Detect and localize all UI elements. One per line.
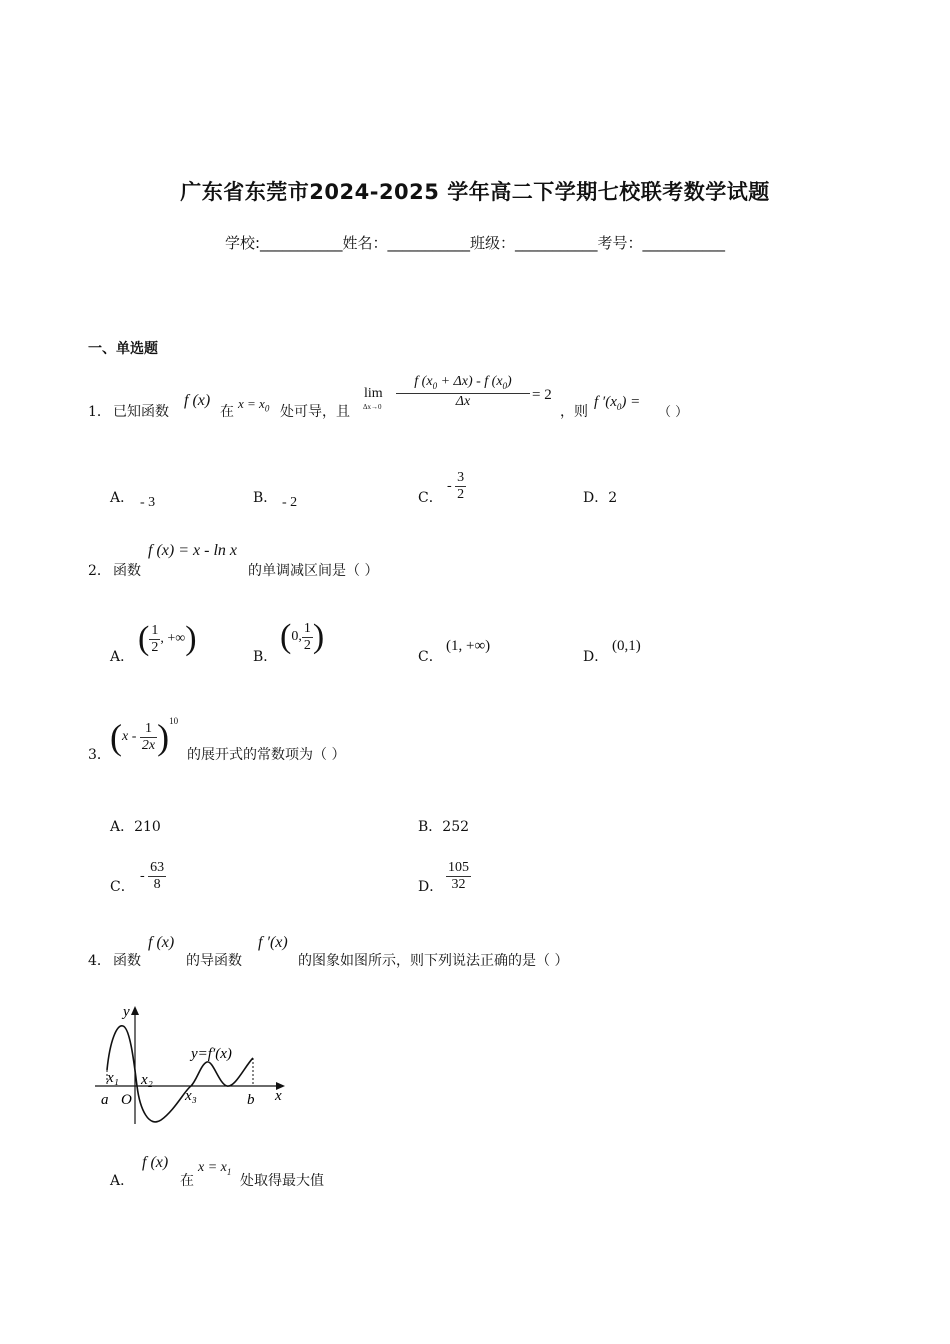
question-text: 的单调减区间是（ ） [248, 563, 379, 579]
option-d: D．2 [583, 490, 618, 506]
option-b: B． [253, 649, 278, 665]
label-x: x [275, 1088, 282, 1104]
question-text: 函数 [113, 563, 141, 579]
math-x-eq-x1: $x = x_1$ [198, 1160, 232, 1177]
question-text: 已知函数 [113, 404, 169, 420]
option-d: D． [418, 879, 444, 895]
answer-blank: （ ） [658, 405, 689, 420]
math-fx: f (x) [148, 934, 175, 951]
option-c: C． [418, 490, 443, 506]
option-b: B． [253, 490, 278, 506]
option-a-value: ( $\frac{1}{2}$ , +∞) [138, 620, 197, 657]
option-c: C． [418, 649, 443, 665]
math-fprime-x0: f $'(x_0)$ = [594, 394, 641, 412]
derivative-graph [95, 1000, 295, 1130]
label-origin: O [121, 1092, 132, 1108]
student-info-line: 学校:___________姓名：___________班级：___________考号：___________ [224, 234, 726, 252]
math-fx-def: f (x) = x - ln x [148, 542, 237, 559]
label-x1: x₁ [107, 1070, 119, 1086]
question-text: 的图象如图所示，则下列说法正确的是（ ） [298, 953, 569, 969]
math-binomial: (x - $\frac{1}{2x}$ )$^{10}$ [110, 716, 179, 757]
option-b-value: (0, $\frac{1}{2}$ ) [280, 618, 325, 655]
math-x-eq-x0: $x = x_0$ [238, 396, 270, 414]
question-text: 在 [220, 404, 234, 420]
option-b: B．252 [418, 819, 470, 835]
label-a: a [101, 1092, 109, 1108]
y-axis-arrow-icon [131, 1006, 139, 1015]
option-d-value: (0,1) [612, 638, 641, 654]
question-text: 的导函数 [186, 953, 242, 969]
label-curve: y=f′(x) [191, 1046, 232, 1062]
page-title: 广东省东莞市2024-2025 学年高二下学期七校联考数学试题 [180, 180, 770, 204]
label-x2: x₂ [141, 1072, 153, 1088]
option-a: A． [110, 649, 135, 665]
question-text: ，则 [560, 404, 588, 420]
math-eq-2: = 2 [532, 387, 552, 403]
option-a: A．210 [110, 819, 161, 835]
label-b: b [247, 1092, 255, 1108]
label-y: y [123, 1004, 130, 1020]
option-d-value: $\frac{105}{32}$ [448, 860, 469, 892]
question-text: 处可导，且 [280, 404, 350, 420]
option-c-value: - $\frac{63}{8}$ [140, 860, 165, 892]
option-a: A． [110, 490, 135, 506]
label-x3: x₃ [185, 1088, 197, 1104]
math-fprime-x: f ′(x) [258, 934, 288, 951]
question-text: 函数 [113, 953, 141, 969]
math-fraction: f $(x_0 + \Delta x) - f$ $(x_0)$ Δx [396, 374, 530, 410]
math-lim: lim [364, 386, 383, 401]
option-d: D． [583, 649, 609, 665]
option-a-value: - 3 [140, 495, 156, 510]
option-b-value: - 2 [282, 495, 298, 510]
section-heading: 一、单选题 [88, 341, 158, 357]
option-a-text: 在 [180, 1173, 194, 1189]
question-number: 4． [88, 953, 111, 969]
option-c: C． [110, 879, 135, 895]
math-fx: f (x) [184, 392, 211, 409]
option-a: A． [110, 1173, 135, 1189]
math-fx: f (x) [142, 1154, 169, 1171]
option-c-value: (1, +∞) [446, 638, 491, 654]
question-number: 1． [88, 404, 111, 420]
question-text: 的展开式的常数项为（ ） [187, 747, 346, 763]
math-lim-sub: Δx→0 [363, 403, 382, 411]
question-number: 2． [88, 563, 111, 579]
question-number: 3． [88, 747, 111, 763]
option-c-value: - $\frac{3}{2}$ [447, 470, 465, 502]
option-a-text: 处取得最大值 [240, 1173, 324, 1189]
